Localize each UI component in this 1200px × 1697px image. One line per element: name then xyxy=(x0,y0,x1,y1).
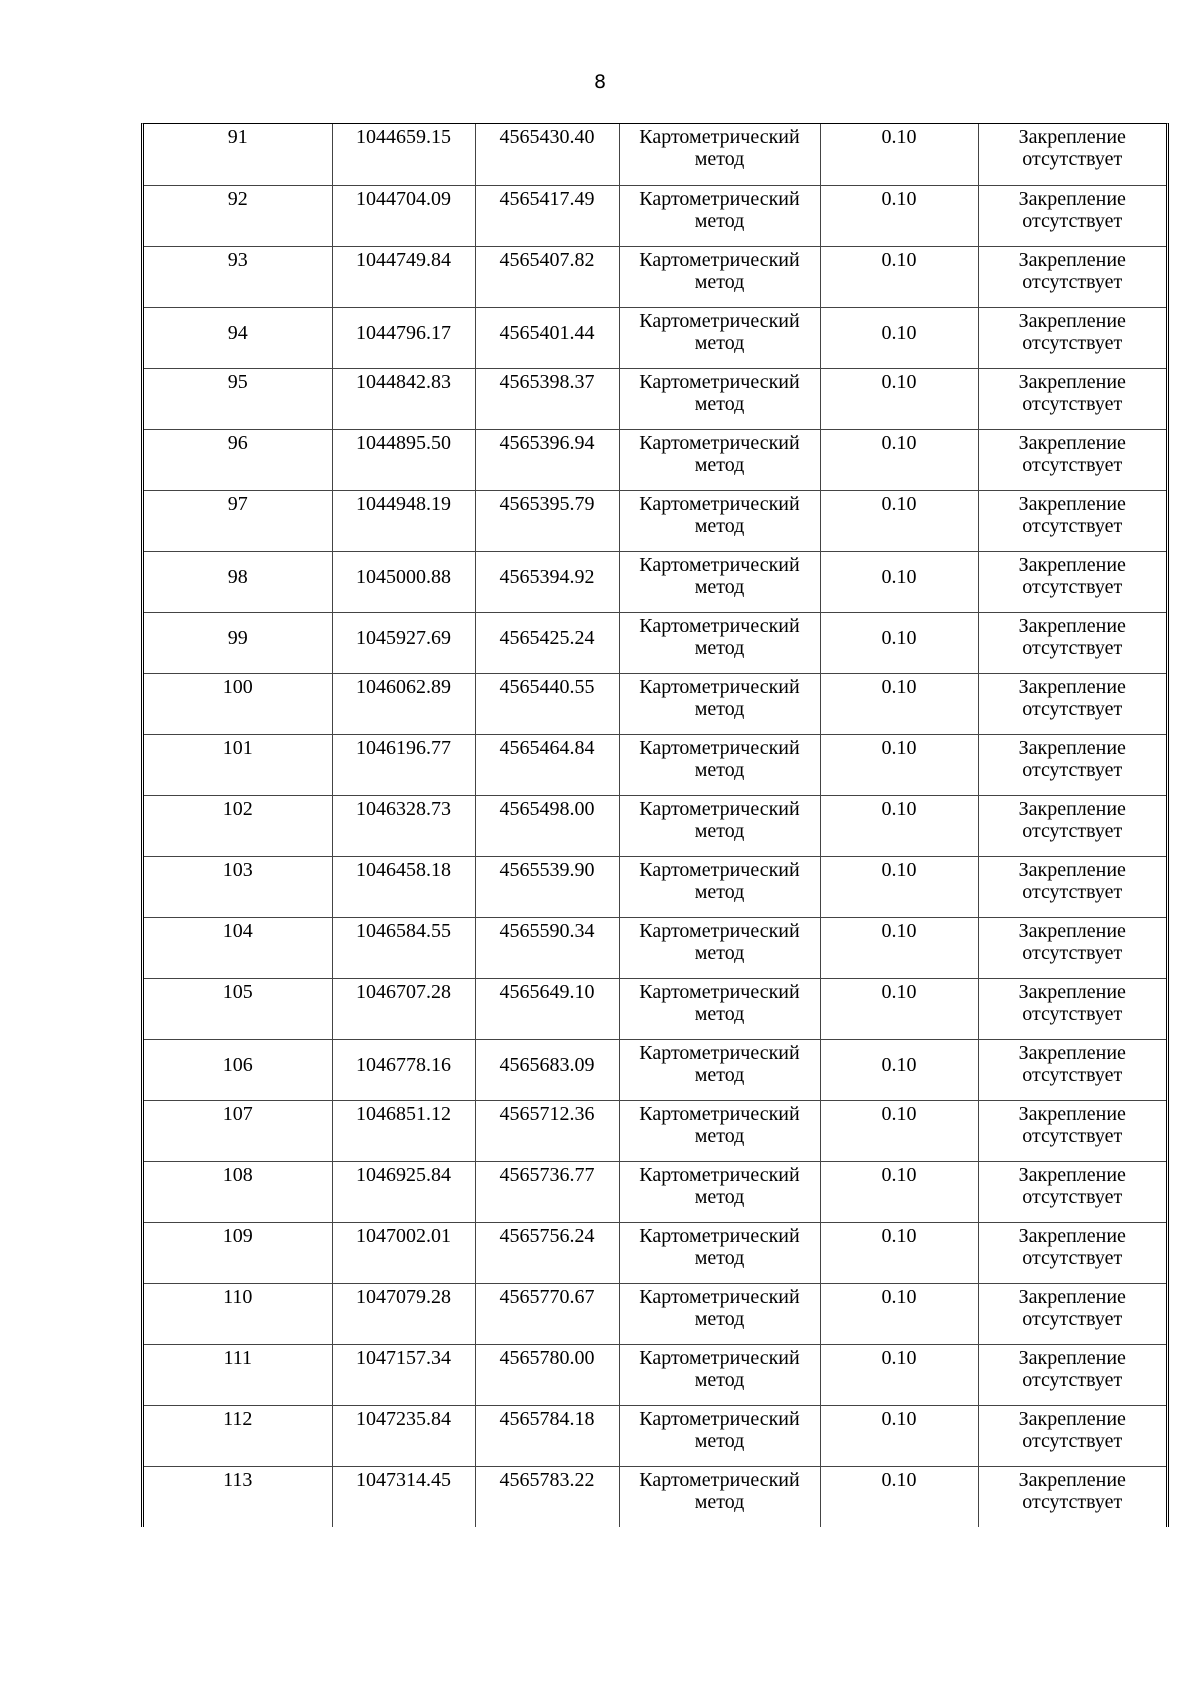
y-coordinate-cell: 4565770.67 xyxy=(475,1283,619,1344)
point-number-cell: 109 xyxy=(144,1222,332,1283)
table-row xyxy=(144,856,1166,917)
method-cell: Картометрический метод xyxy=(619,185,820,246)
table-row xyxy=(144,1039,1166,1100)
method-cell: Картометрический метод xyxy=(619,368,820,429)
x-coordinate-cell: 1044796.17 xyxy=(332,307,475,368)
method-cell: Картометрический метод xyxy=(619,795,820,856)
method-cell: Картометрический метод xyxy=(619,917,820,978)
fixing-cell: Закрепление отсутствует xyxy=(978,307,1166,368)
y-coordinate-cell: 4565401.44 xyxy=(475,307,619,368)
accuracy-cell: 0.10 xyxy=(820,673,978,734)
method-cell: Картометрический метод xyxy=(619,978,820,1039)
fixing-cell: Закрепление отсутствует xyxy=(978,1222,1166,1283)
accuracy-cell: 0.10 xyxy=(820,185,978,246)
table-row xyxy=(144,490,1166,551)
table-row xyxy=(144,1344,1166,1405)
point-number-cell: 96 xyxy=(144,429,332,490)
table-row xyxy=(144,734,1166,795)
table-row xyxy=(144,368,1166,429)
y-coordinate-cell: 4565464.84 xyxy=(475,734,619,795)
accuracy-cell: 0.10 xyxy=(820,795,978,856)
coordinates-table xyxy=(141,123,1169,1527)
accuracy-cell: 0.10 xyxy=(820,1344,978,1405)
x-coordinate-cell: 1047079.28 xyxy=(332,1283,475,1344)
x-coordinate-cell: 1046851.12 xyxy=(332,1100,475,1161)
y-coordinate-cell: 4565498.00 xyxy=(475,795,619,856)
fixing-cell: Закрепление отсутствует xyxy=(978,246,1166,307)
point-number-cell: 111 xyxy=(144,1344,332,1405)
accuracy-cell: 0.10 xyxy=(820,124,978,185)
x-coordinate-cell: 1046584.55 xyxy=(332,917,475,978)
point-number-cell: 107 xyxy=(144,1100,332,1161)
method-cell: Картометрический метод xyxy=(619,1466,820,1527)
point-number-cell: 101 xyxy=(144,734,332,795)
x-coordinate-cell: 1046062.89 xyxy=(332,673,475,734)
table-row xyxy=(144,1222,1166,1283)
table-row xyxy=(144,307,1166,368)
x-coordinate-cell: 1047002.01 xyxy=(332,1222,475,1283)
x-coordinate-cell: 1046196.77 xyxy=(332,734,475,795)
table-row xyxy=(144,673,1166,734)
x-coordinate-cell: 1046707.28 xyxy=(332,978,475,1039)
accuracy-cell: 0.10 xyxy=(820,246,978,307)
x-coordinate-cell: 1044704.09 xyxy=(332,185,475,246)
x-coordinate-cell: 1046458.18 xyxy=(332,856,475,917)
fixing-cell: Закрепление отсутствует xyxy=(978,856,1166,917)
accuracy-cell: 0.10 xyxy=(820,490,978,551)
x-coordinate-cell: 1046778.16 xyxy=(332,1039,475,1100)
fixing-cell: Закрепление отсутствует xyxy=(978,978,1166,1039)
method-cell: Картометрический метод xyxy=(619,1222,820,1283)
fixing-cell: Закрепление отсутствует xyxy=(978,795,1166,856)
x-coordinate-cell: 1044842.83 xyxy=(332,368,475,429)
y-coordinate-cell: 4565425.24 xyxy=(475,612,619,673)
fixing-cell: Закрепление отсутствует xyxy=(978,1466,1166,1527)
accuracy-cell: 0.10 xyxy=(820,1161,978,1222)
table-row xyxy=(144,978,1166,1039)
accuracy-cell: 0.10 xyxy=(820,917,978,978)
y-coordinate-cell: 4565683.09 xyxy=(475,1039,619,1100)
method-cell: Картометрический метод xyxy=(619,490,820,551)
x-coordinate-cell: 1045927.69 xyxy=(332,612,475,673)
fixing-cell: Закрепление отсутствует xyxy=(978,1100,1166,1161)
method-cell: Картометрический метод xyxy=(619,1405,820,1466)
y-coordinate-cell: 4565712.36 xyxy=(475,1100,619,1161)
accuracy-cell: 0.10 xyxy=(820,1100,978,1161)
fixing-cell: Закрепление отсутствует xyxy=(978,490,1166,551)
page-number: 8 xyxy=(593,71,607,93)
point-number-cell: 94 xyxy=(144,307,332,368)
accuracy-cell: 0.10 xyxy=(820,612,978,673)
accuracy-cell: 0.10 xyxy=(820,1039,978,1100)
accuracy-cell: 0.10 xyxy=(820,1222,978,1283)
table-row xyxy=(144,612,1166,673)
x-coordinate-cell: 1046925.84 xyxy=(332,1161,475,1222)
method-cell: Картометрический метод xyxy=(619,612,820,673)
table-row xyxy=(144,185,1166,246)
method-cell: Картометрический метод xyxy=(619,124,820,185)
point-number-cell: 112 xyxy=(144,1405,332,1466)
table-row xyxy=(144,917,1166,978)
x-coordinate-cell: 1045000.88 xyxy=(332,551,475,612)
fixing-cell: Закрепление отсутствует xyxy=(978,612,1166,673)
accuracy-cell: 0.10 xyxy=(820,978,978,1039)
fixing-cell: Закрепление отсутствует xyxy=(978,124,1166,185)
fixing-cell: Закрепление отсутствует xyxy=(978,185,1166,246)
point-number-cell: 108 xyxy=(144,1161,332,1222)
point-number-cell: 104 xyxy=(144,917,332,978)
table-row xyxy=(144,1161,1166,1222)
point-number-cell: 103 xyxy=(144,856,332,917)
x-coordinate-cell: 1046328.73 xyxy=(332,795,475,856)
point-number-cell: 102 xyxy=(144,795,332,856)
method-cell: Картометрический метод xyxy=(619,246,820,307)
method-cell: Картометрический метод xyxy=(619,1344,820,1405)
table-row xyxy=(144,795,1166,856)
method-cell: Картометрический метод xyxy=(619,551,820,612)
fixing-cell: Закрепление отсутствует xyxy=(978,1405,1166,1466)
point-number-cell: 98 xyxy=(144,551,332,612)
accuracy-cell: 0.10 xyxy=(820,307,978,368)
y-coordinate-cell: 4565440.55 xyxy=(475,673,619,734)
point-number-cell: 95 xyxy=(144,368,332,429)
x-coordinate-cell: 1044948.19 xyxy=(332,490,475,551)
y-coordinate-cell: 4565395.79 xyxy=(475,490,619,551)
accuracy-cell: 0.10 xyxy=(820,551,978,612)
point-number-cell: 100 xyxy=(144,673,332,734)
point-number-cell: 113 xyxy=(144,1466,332,1527)
fixing-cell: Закрепление отсутствует xyxy=(978,429,1166,490)
point-number-cell: 99 xyxy=(144,612,332,673)
method-cell: Картометрический метод xyxy=(619,307,820,368)
point-number-cell: 91 xyxy=(144,124,332,185)
accuracy-cell: 0.10 xyxy=(820,734,978,795)
method-cell: Картометрический метод xyxy=(619,1161,820,1222)
method-cell: Картометрический метод xyxy=(619,1100,820,1161)
y-coordinate-cell: 4565430.40 xyxy=(475,124,619,185)
accuracy-cell: 0.10 xyxy=(820,1405,978,1466)
point-number-cell: 97 xyxy=(144,490,332,551)
table-row xyxy=(144,1466,1166,1527)
accuracy-cell: 0.10 xyxy=(820,368,978,429)
y-coordinate-cell: 4565394.92 xyxy=(475,551,619,612)
point-number-cell: 92 xyxy=(144,185,332,246)
y-coordinate-cell: 4565780.00 xyxy=(475,1344,619,1405)
x-coordinate-cell: 1047235.84 xyxy=(332,1405,475,1466)
accuracy-cell: 0.10 xyxy=(820,1283,978,1344)
fixing-cell: Закрепление отсутствует xyxy=(978,1039,1166,1100)
method-cell: Картометрический метод xyxy=(619,673,820,734)
y-coordinate-cell: 4565784.18 xyxy=(475,1405,619,1466)
y-coordinate-cell: 4565783.22 xyxy=(475,1466,619,1527)
y-coordinate-cell: 4565407.82 xyxy=(475,246,619,307)
table-body xyxy=(144,124,1166,1527)
x-coordinate-cell: 1047157.34 xyxy=(332,1344,475,1405)
y-coordinate-cell: 4565590.34 xyxy=(475,917,619,978)
table-row xyxy=(144,124,1166,185)
y-coordinate-cell: 4565756.24 xyxy=(475,1222,619,1283)
method-cell: Картометрический метод xyxy=(619,734,820,795)
fixing-cell: Закрепление отсутствует xyxy=(978,1283,1166,1344)
y-coordinate-cell: 4565417.49 xyxy=(475,185,619,246)
x-coordinate-cell: 1044749.84 xyxy=(332,246,475,307)
fixing-cell: Закрепление отсутствует xyxy=(978,673,1166,734)
fixing-cell: Закрепление отсутствует xyxy=(978,368,1166,429)
method-cell: Картометрический метод xyxy=(619,856,820,917)
accuracy-cell: 0.10 xyxy=(820,1466,978,1527)
x-coordinate-cell: 1044895.50 xyxy=(332,429,475,490)
point-number-cell: 106 xyxy=(144,1039,332,1100)
fixing-cell: Закрепление отсутствует xyxy=(978,734,1166,795)
y-coordinate-cell: 4565396.94 xyxy=(475,429,619,490)
y-coordinate-cell: 4565649.10 xyxy=(475,978,619,1039)
point-number-cell: 93 xyxy=(144,246,332,307)
table-row xyxy=(144,1100,1166,1161)
fixing-cell: Закрепление отсутствует xyxy=(978,551,1166,612)
method-cell: Картометрический метод xyxy=(619,1283,820,1344)
x-coordinate-cell: 1044659.15 xyxy=(332,124,475,185)
y-coordinate-cell: 4565398.37 xyxy=(475,368,619,429)
fixing-cell: Закрепление отсутствует xyxy=(978,1344,1166,1405)
x-coordinate-cell: 1047314.45 xyxy=(332,1466,475,1527)
y-coordinate-cell: 4565539.90 xyxy=(475,856,619,917)
fixing-cell: Закрепление отсутствует xyxy=(978,917,1166,978)
table-row xyxy=(144,246,1166,307)
accuracy-cell: 0.10 xyxy=(820,856,978,917)
fixing-cell: Закрепление отсутствует xyxy=(978,1161,1166,1222)
table-row xyxy=(144,551,1166,612)
accuracy-cell: 0.10 xyxy=(820,429,978,490)
point-number-cell: 110 xyxy=(144,1283,332,1344)
table-row xyxy=(144,1405,1166,1466)
method-cell: Картометрический метод xyxy=(619,429,820,490)
y-coordinate-cell: 4565736.77 xyxy=(475,1161,619,1222)
table-row xyxy=(144,429,1166,490)
point-number-cell: 105 xyxy=(144,978,332,1039)
method-cell: Картометрический метод xyxy=(619,1039,820,1100)
table-row xyxy=(144,1283,1166,1344)
